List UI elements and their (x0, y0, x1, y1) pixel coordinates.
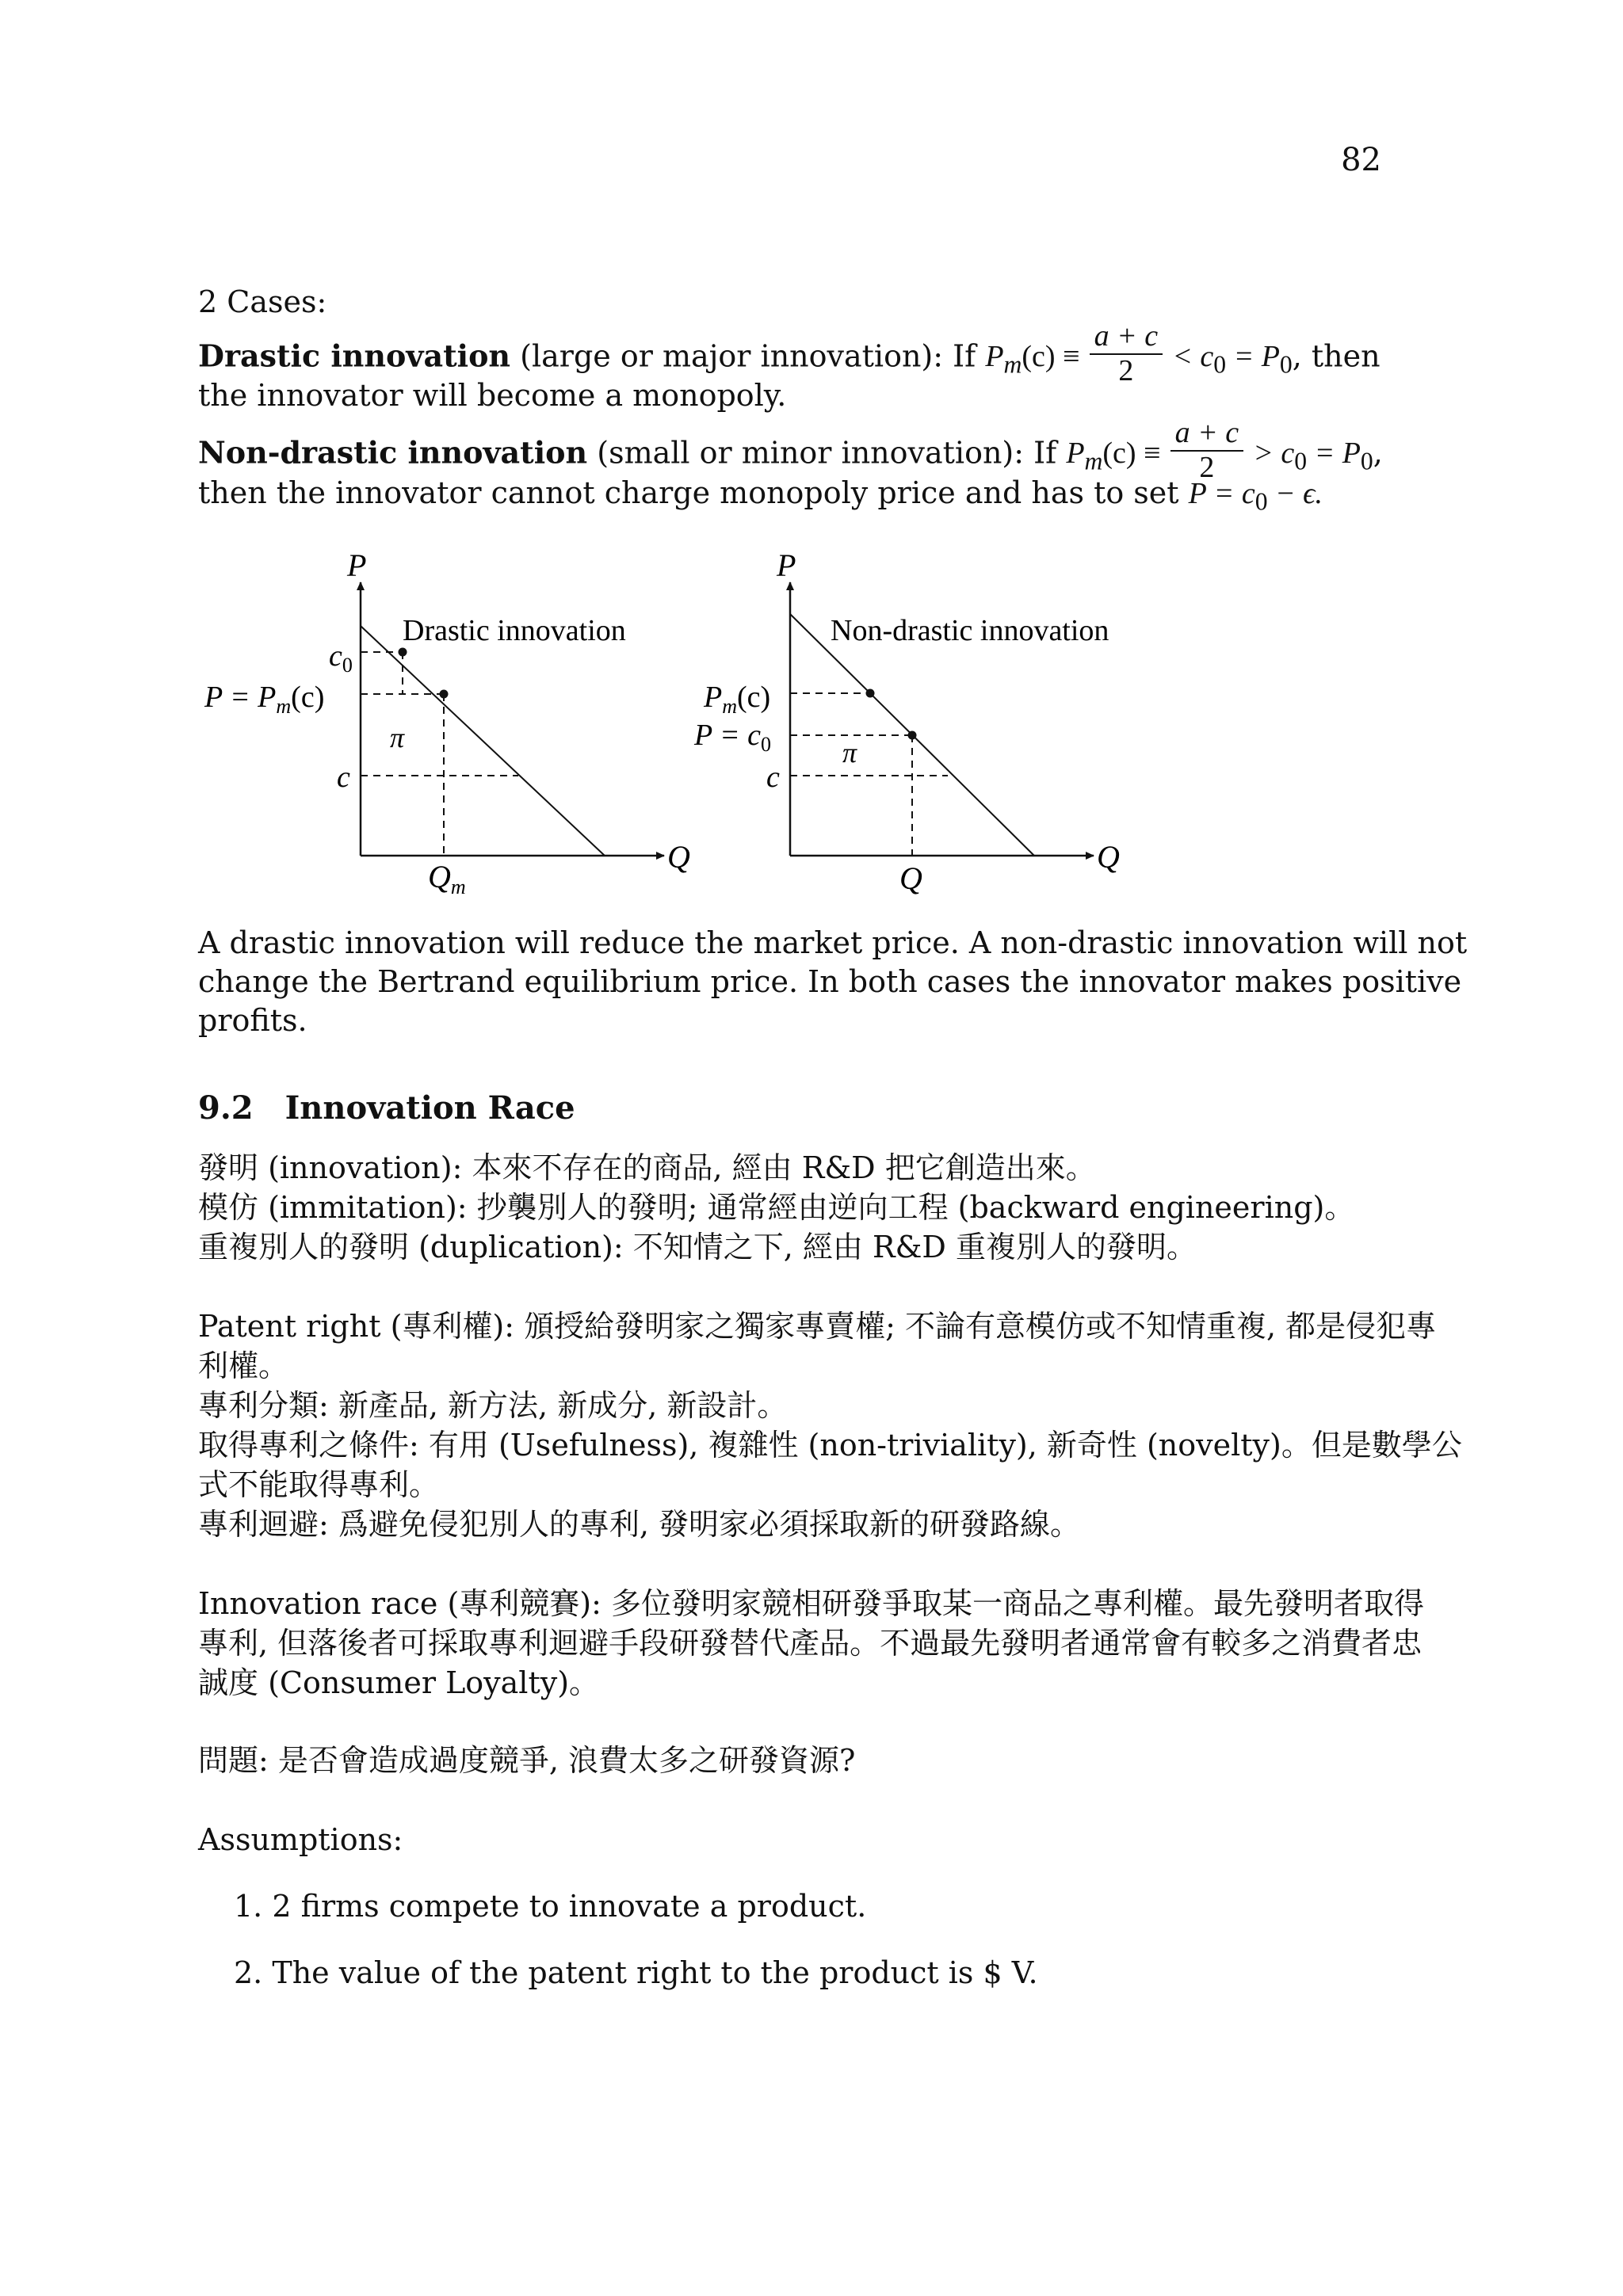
race-line-1: Innovation race (專利競賽): 多位發明家競相研發爭取某一商品之專利權。最先發明者取得 (198, 1586, 1425, 1621)
right-pm-dot (866, 689, 875, 698)
patent-line-4: 取得專利之條件: 有用 (Usefulness), 複雜性 (non-triviality), 新奇性 (novelty)。但是數學公 (198, 1428, 1462, 1463)
right-axis-q-label: Q (1097, 839, 1120, 875)
drastic-line2: the innovator will become a monopoly. (198, 378, 787, 413)
page-number: 82 (1341, 142, 1381, 178)
drastic-tail: , then (1292, 338, 1381, 374)
assumption-text: 2 firms compete to innovate a product. (272, 1889, 867, 1924)
patent-line-3: 專利分類: 新產品, 新方法, 新成分, 新設計。 (198, 1388, 788, 1423)
definition-duplication: 重複別人的發明 (duplication): 不知情之下, 經由 R&D 重複別人的發明。 (198, 1230, 1197, 1264)
definition-imitation: 模仿 (immitation): 抄襲別人的發明; 通常經由逆向工程 (backward engineering)。 (198, 1190, 1355, 1225)
left-qm-label: $Q_m$ (428, 859, 466, 898)
assumption-number: 2. (234, 1955, 263, 1990)
right-q-label: Q (899, 860, 922, 896)
assumption-item-2 (234, 1954, 1038, 1993)
section-heading (198, 1088, 1387, 1129)
right-c0-dot (908, 731, 917, 740)
patent-line-5: 式不能取得專利。 (198, 1467, 440, 1502)
nondrastic-term: Non-drastic innovation (198, 434, 588, 471)
drastic-term: Drastic innovation (198, 338, 511, 374)
drastic-lhs: $P_m(c)$ ≡ (985, 340, 1080, 379)
drastic-fraction: $\frac{a + c}{2}$ (1090, 320, 1163, 388)
right-pi-label: π (842, 737, 857, 769)
right-pm-label: $P_m(c)$ (704, 681, 771, 718)
nondrastic-fraction: $\frac{a + c}{2}$ (1170, 417, 1244, 485)
patent-line-2: 利權。 (198, 1348, 289, 1383)
nondrastic-tail: , (1373, 435, 1383, 471)
left-c0-dot (399, 648, 407, 657)
definition-innovation: 發明 (innovation): 本來不存在的商品, 經由 R&D 把它創造出來。 (198, 1150, 1096, 1185)
left-c-label: c (337, 761, 350, 794)
left-pm-label: $P = P_m(c)$ (204, 681, 325, 718)
assumptions-title: Assumptions: (198, 1822, 403, 1857)
section-number: 9.2 (198, 1089, 254, 1127)
nondrastic-relation: > $c_0 = P_0$ (1253, 437, 1373, 475)
drastic-relation: < $c_0 = P_0$ (1172, 340, 1293, 379)
figure-drastic (204, 547, 690, 898)
question-line: 問題: 是否會造成過度競爭, 浪費太多之研發資源? (198, 1743, 856, 1778)
race-line-2: 專利, 但落後者可採取專利迴避手段研發替代產品。不過最先發明者通常會有較多之消費者忠 (198, 1626, 1423, 1661)
left-figure-title: Drastic innovation (403, 614, 626, 647)
left-axis-q-label: Q (667, 839, 690, 875)
left-c0-label: $c_0$ (329, 639, 353, 677)
nondrastic-desc: (small or minor innovation): If (597, 435, 1057, 471)
assumption-text: The value of the patent right to the product is $ V. (272, 1955, 1038, 1990)
drastic-desc: (large or major innovation): If (520, 338, 976, 374)
summary-line-3: profits. (198, 1003, 307, 1038)
patent-line-6: 專利迴避: 爲避免侵犯別人的專利, 發明家必須採取新的研發路線。 (198, 1507, 1081, 1542)
innovation-figures (0, 0, 1623, 935)
assumption-number: 1. (234, 1889, 263, 1924)
right-c-label: c (766, 761, 780, 794)
right-pc0-label: $P = c_0$ (694, 719, 772, 756)
right-axis-p-label: P (777, 547, 796, 583)
assumption-item-1 (234, 1887, 866, 1926)
summary-line-2: change the Bertrand equilibrium price. In both cases the innovator makes positive (198, 964, 1462, 999)
cases-title: 2 Cases: (198, 284, 327, 319)
nondrastic-lhs: $P_m(c)$ ≡ (1066, 437, 1161, 475)
race-line-3: 誠度 (Consumer Loyalty)。 (198, 1665, 600, 1700)
right-figure-title: Non-drastic innovation (831, 614, 1109, 647)
summary-line-1: A drastic innovation will reduce the market price. A non-drastic innovation will not (198, 925, 1468, 960)
left-axis-p-label: P (347, 547, 367, 583)
nondrastic-line2: then the innovator cannot charge monopoly price and has to set $P = c_0 - \epsilon$. (198, 475, 1323, 516)
patent-line-1: Patent right (專利權): 頒授給發明家之獨家專賣權; 不論有意模仿或不知情重複, 都是侵犯專 (198, 1309, 1437, 1344)
left-pi-label: π (390, 722, 405, 753)
figure-nondrastic (693, 547, 1120, 896)
section-title: Innovation Race (285, 1089, 575, 1127)
left-pm-dot (440, 690, 449, 699)
